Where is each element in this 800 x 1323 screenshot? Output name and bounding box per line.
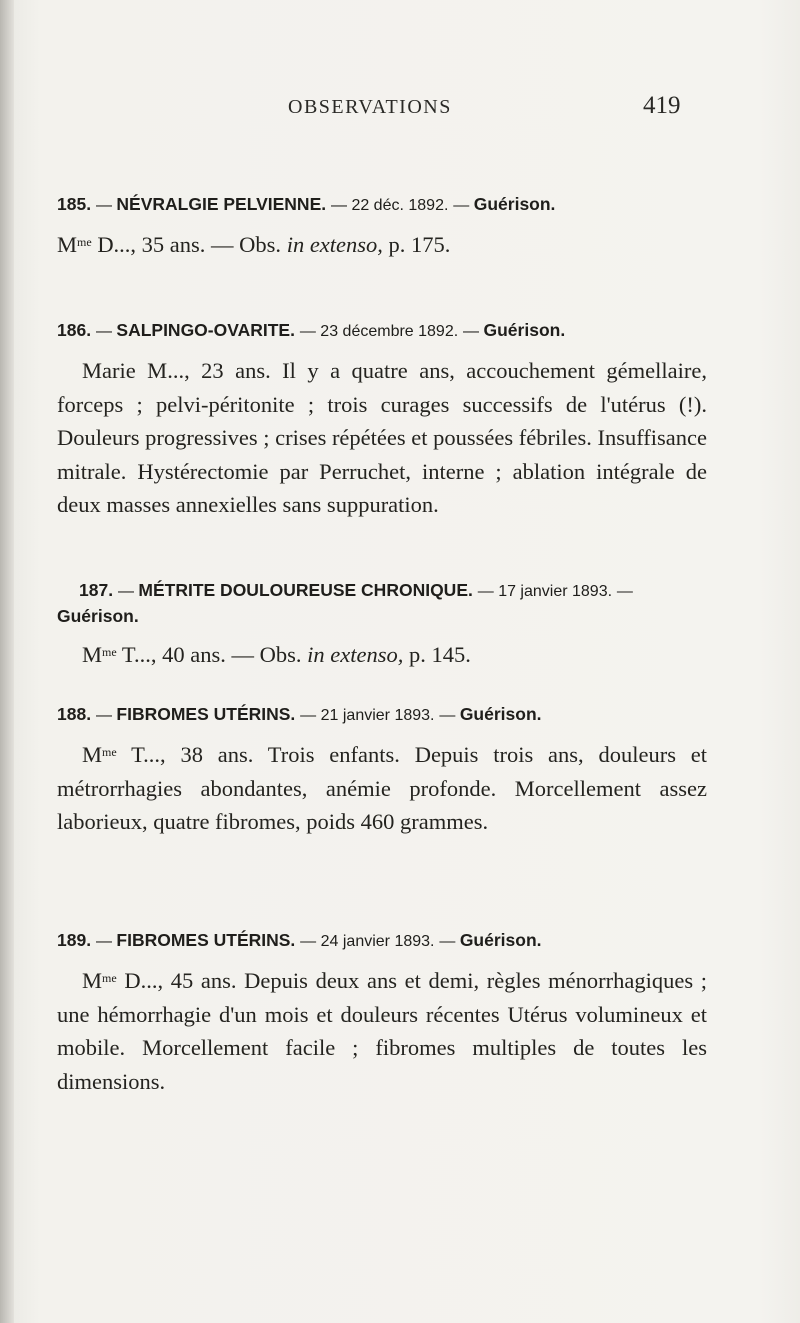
entry-title: NÉVRALGIE PELVIENNE.: [116, 194, 327, 214]
entry-date: 22 déc. 1892.: [351, 197, 449, 214]
observation-186: [57, 318, 707, 522]
entry-date: 24 janvier 1893.: [320, 933, 435, 950]
entry-number: 187.: [79, 580, 114, 600]
entry-body: [57, 354, 707, 522]
entry-heading: 186. — SALPINGO-OVARITE. — 23 décembre 1892. — Guérison.: [57, 320, 566, 340]
patient-details: T..., 40 ans. — Obs.: [121, 642, 302, 667]
entry-title: SALPINGO-OVARITE.: [116, 320, 295, 340]
entry-outcome: Guérison.: [57, 606, 139, 626]
entry-body: [57, 738, 707, 839]
entry-title: FIBROMES UTÉRINS.: [116, 930, 296, 950]
patient-title: $M^{me}$: [82, 742, 117, 767]
entry-title: MÉTRITE DOULOUREUSE CHRONIQUE.: [138, 580, 473, 600]
reference-page: p. 175.: [388, 232, 451, 257]
patient-details: D..., 35 ans. — Obs.: [97, 232, 282, 257]
reference-italic: in extenso,: [307, 642, 404, 667]
entry-number: 186.: [57, 320, 92, 340]
reference-italic: in extenso,: [286, 232, 383, 257]
entry-body: [57, 638, 707, 672]
page-number: 419: [643, 92, 681, 119]
observation-188: [57, 702, 707, 839]
entry-heading: 188. — FIBROMES UTÉRINS. — 21 janvier 1893. — Guérison.: [57, 704, 542, 724]
entry-heading: 189. — FIBROMES UTÉRINS. — 24 janvier 1893. — Guérison.: [57, 930, 542, 950]
entry-outcome: Guérison.: [473, 194, 556, 214]
entry-heading: 187. — MÉTRITE DOULOUREUSE CHRONIQUE. — 17 janvier 1893. — Guérison.: [57, 580, 633, 626]
entry-text: D..., 45 ans. Depuis deux ans et demi, règles ménorrhagiques ; une hémorrhagie d'un mois et douleurs récentes Utérus volumineux et mobile. Morcellement facile ; fibromes multiples de toutes les dimensions.: [57, 968, 707, 1094]
observation-189: [57, 928, 707, 1098]
entry-title: FIBROMES UTÉRINS.: [116, 704, 296, 724]
entry-body: [57, 228, 707, 262]
reference-page: p. 145.: [408, 642, 471, 667]
entry-date: 21 janvier 1893.: [320, 707, 435, 724]
entry-number: 188.: [57, 704, 92, 724]
entry-number: 185.: [57, 194, 92, 214]
entry-text: T..., 38 ans. Trois enfants. Depuis trois ans, douleurs et métrorrhagies abondantes, anémie profonde. Morcellement assez laborieux, quatre fibromes, poids 460 grammes.: [57, 742, 707, 834]
observation-185: [57, 192, 707, 262]
entry-date: 17 janvier 1893.: [498, 583, 613, 600]
patient-title: $M^{me}$: [57, 232, 92, 257]
entry-outcome: Guérison.: [483, 320, 566, 340]
entry-outcome: Guérison.: [459, 704, 542, 724]
entry-text: Marie M..., 23 ans. Il y a quatre ans, accouchement gémellaire, forceps ; pelvi-péritonite ; trois curages successifs de l'utérus (!). Douleurs progressives ; crises répétées et poussées fébriles. Insuffisance mitrale. Hystérectomie par Perruchet, interne ; ablation intégrale de deux masses annexielles sans suppuration.: [57, 358, 708, 517]
patient-title: $M^{me}$: [82, 642, 117, 667]
observation-187: [57, 578, 707, 672]
entry-date: 23 décembre 1892.: [320, 323, 459, 340]
entry-outcome: Guérison.: [459, 930, 542, 950]
patient-title: $M^{me}$: [82, 968, 117, 993]
page-spine-shadow: [0, 0, 14, 1323]
entry-number: 189.: [57, 930, 92, 950]
running-title: OBSERVATIONS: [288, 96, 452, 118]
running-head: [0, 92, 800, 126]
entry-body: [57, 964, 707, 1098]
entry-heading: 185. — NÉVRALGIE PELVIENNE. — 22 déc. 1892. — Guérison.: [57, 194, 556, 214]
